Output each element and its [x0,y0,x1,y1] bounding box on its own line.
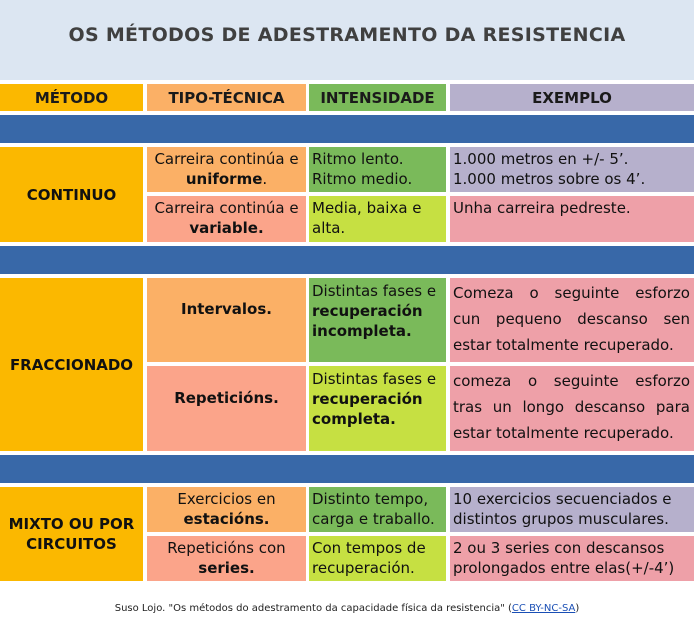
exemplo-text: comeza o seguinte esforzo [453,372,690,390]
intensidade-text: recuperación. [312,559,415,577]
tecnica-cell [147,487,306,532]
intensidade-cell [309,278,446,362]
exemplo-cell [450,366,694,451]
separator-band [0,115,694,143]
intensidade-text: alta. [312,219,346,237]
intensidade-text: Ritmo lento. [312,150,404,168]
metodo-mixto [0,487,143,581]
page-title: OS MÉTODOS DE ADESTRAMENTO DA RESISTENCIA [68,24,626,46]
metodo-continuo: CONTINUO [0,147,143,242]
exemplo-text: estar totalmente recuperado. [453,336,674,354]
tecnica-cell [147,278,306,362]
exemplo-cell [450,147,694,192]
exemplo-cell [450,278,694,362]
intensidade-bold: recuperación [312,390,423,408]
header-tipo-tecnica: TIPO-TÉCNICA [147,84,306,111]
tecnica-text: Carreira continúa e [154,199,299,217]
exemplo-text: distintos grupos musculares. [453,510,669,528]
exemplo-text: tras un longo descanso para [453,398,690,416]
metodo-mixto-line: CIRCUITOS [26,535,117,553]
credit-line [0,603,694,614]
exemplo-text: 1.000 metros sobre os 4’. [453,170,646,188]
exemplo-text: 1.000 metros en +/- 5’. [453,150,629,168]
exemplo-text: Comeza o seguinte esforzo [453,284,690,302]
tecnica-bold: variable. [189,219,264,237]
exemplo-cell [450,196,694,242]
metodo-fraccionado: FRACCIONADO [0,278,143,451]
exemplo-cell [450,536,694,581]
tecnica-bold: series. [198,559,255,577]
intensidade-cell [309,147,446,192]
tecnica-text: . [262,170,268,188]
credit-close: ) [575,603,580,614]
tecnica-bold: uniforme [185,170,263,188]
exemplo-text: cun pequeno descanso sen [453,310,690,328]
intensidade-text: Ritmo medio. [312,170,413,188]
credit-text: Suso Lojo. "Os métodos do adestramento da capacidade física da resistencia" ( [114,603,512,614]
tecnica-cell [147,147,306,192]
tecnica-text: Carreira continúa e [154,150,299,168]
separator-band [0,246,694,274]
tecnica-bold: estacións. [183,510,270,528]
intensidade-bold: completa. [312,410,396,428]
separator-band [0,455,694,483]
intensidade-cell [309,487,446,532]
exemplo-text: Unha carreira pedreste. [453,199,631,217]
tecnica-bold: Repeticións. [174,388,279,407]
header-intensidade: INTENSIDADE [309,84,446,111]
intensidade-cell [309,536,446,581]
tecnica-cell [147,536,306,581]
intensidade-bold: incompleta. [312,322,412,340]
tecnica-text: Repeticións con [167,539,286,557]
exemplo-text: 10 exercicios secuenciados e [453,490,672,508]
exemplo-text: prolongados entre elas(+/-4’) [453,559,675,577]
intensidade-cell [309,366,446,451]
intensidade-text: Distintas fases e [312,282,437,300]
tecnica-text: Exercicios en [177,490,276,508]
header-exemplo: EXEMPLO [450,84,694,111]
header-metodo: MÉTODO [0,84,143,111]
tecnica-bold: Intervalos. [181,300,272,318]
tecnica-cell [147,196,306,242]
intensidade-bold: recuperación [312,302,423,320]
intensidade-text: Distintas fases e [312,370,437,388]
intensidade-cell [309,196,446,242]
exemplo-cell [450,487,694,532]
intensidade-text: Media, baixa e [312,199,422,217]
exemplo-text: estar totalmente recuperado. [453,424,674,442]
intensidade-text: Distinto tempo, [312,490,429,508]
exemplo-text: 2 ou 3 series con descansos [453,539,665,557]
tecnica-cell [147,366,306,451]
license-link[interactable]: CC BY-NC-SA [511,603,576,614]
intensidade-text: carga e traballo. [312,510,435,528]
intensidade-text: Con tempos de [312,539,426,557]
metodo-mixto-line: MIXTO OU POR [8,515,135,533]
